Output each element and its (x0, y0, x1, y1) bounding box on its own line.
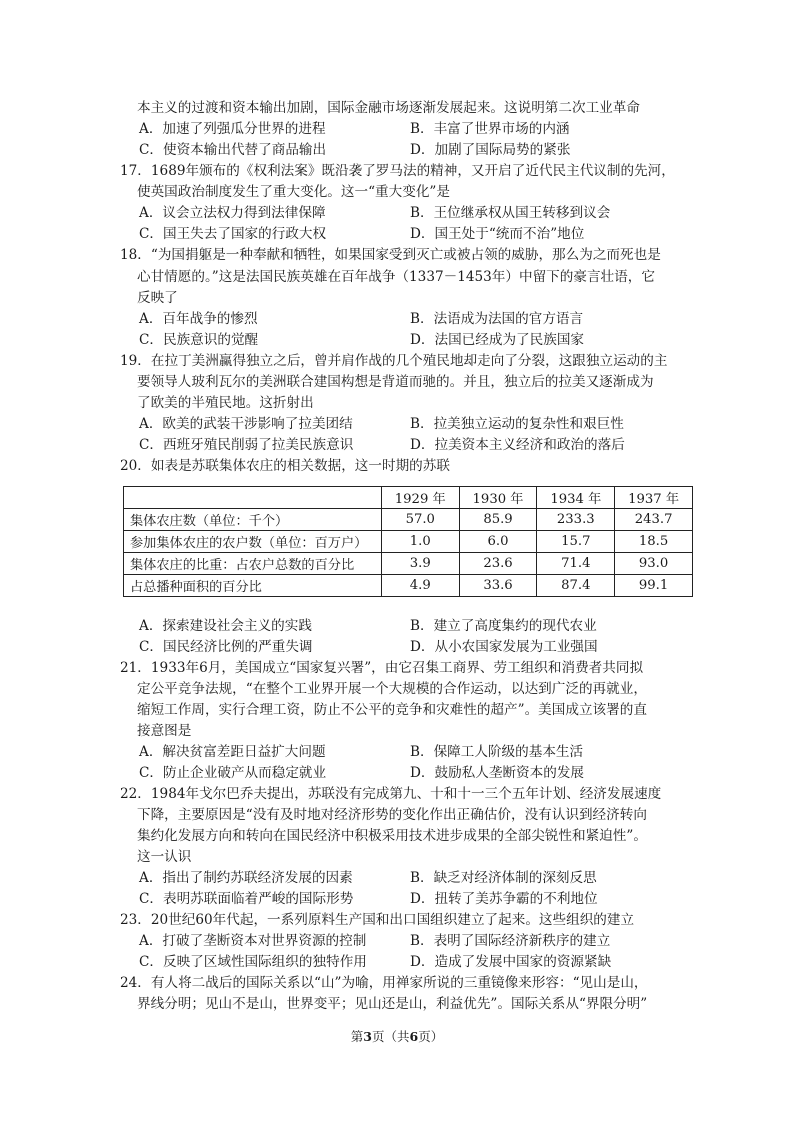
q20-stem-line: 20．如表是苏联集体农庄的相关数据，这一时期的苏联 (120, 458, 450, 474)
collective-farm-table (123, 486, 693, 597)
table-cell: 23.6 (459, 553, 537, 575)
table-header-cell: 1934 年 (537, 487, 615, 509)
q18-stem-line: 心甘情愿的。”这是法国民族英雄在百年战争（1337－1453年）中留下的豪言壮语，它 (137, 269, 655, 285)
table-header-cell: 1937 年 (615, 487, 693, 509)
q21-stem-line: 定公平竞争法规，“在整个工业界开展一个大规模的合作运动，以达到广泛的再就业， (137, 681, 647, 697)
q22-stem-line: 22．1984年戈尔巴乔夫提出，苏联没有完成第九、十和十一三个五年计划、经济发展速度 (120, 786, 662, 802)
table-row (124, 531, 693, 553)
table-cell: 71.4 (537, 553, 615, 575)
q18-stem-line: 反映了 (137, 290, 178, 306)
q17-stem-line: 17．1689年颁布的《权利法案》既沿袭了罗马法的精神，又开启了近代民主代议制的先河， (120, 163, 675, 179)
q18-option-a[interactable]: A．百年战争的惨烈 (139, 311, 258, 327)
table-row (124, 575, 693, 597)
table-cell: 93.0 (615, 553, 693, 575)
q16-option-d[interactable]: D．加剧了国际局势的紧张 (410, 142, 571, 158)
footer-total-pages: 6 (409, 1029, 419, 1044)
q21-option-a[interactable]: A．解决贫富差距日益扩大问题 (139, 744, 326, 760)
table-cell: 4.9 (381, 575, 459, 597)
q16-stem-line: 本主义的过渡和资本输出加剧，国际金融市场逐渐发展起来。这说明第二次工业革命 (137, 100, 640, 116)
page-footer (0, 1027, 794, 1045)
q19-stem-line: 了欧美的半殖民地。这折射出 (137, 395, 314, 411)
q22-option-a[interactable]: A．指出了制约苏联经济发展的因素 (139, 870, 353, 886)
q19-option-b[interactable]: B．拉美独立运动的复杂性和艰巨性 (410, 416, 624, 432)
q22-option-c[interactable]: C．表明苏联面临着严峻的国际形势 (139, 891, 354, 907)
table-cell: 87.4 (537, 575, 615, 597)
q16-option-b[interactable]: B．丰富了世界市场的内涵 (410, 121, 570, 137)
q20-option-a[interactable]: A．探索建设社会主义的实践 (139, 618, 312, 634)
table-row (124, 509, 693, 531)
table-row (124, 553, 693, 575)
table-header-cell (124, 487, 382, 509)
q22-stem-line: 下降，主要原因是“没有及时地对经济形势的变化作出正确估价，没有认识到经济转向 (137, 807, 647, 823)
table-row-label: 参加集体农庄的农户数（单位：百万户） (124, 531, 382, 553)
footer-middle: 页（共 (371, 1029, 410, 1044)
q17-option-b[interactable]: B．王位继承权从国王转移到议会 (410, 205, 611, 221)
q21-option-c[interactable]: C．防止企业破产从而稳定就业 (139, 765, 327, 781)
q22-stem-line: 这一认识 (137, 849, 192, 865)
q19-option-d[interactable]: D．拉美资本主义经济和政治的落后 (410, 437, 625, 453)
q23-option-c[interactable]: C．反映了区域性国际组织的独特作用 (139, 954, 367, 970)
q18-option-c[interactable]: C．民族意识的觉醒 (139, 332, 259, 348)
table-header-row (124, 487, 693, 509)
q23-option-b[interactable]: B．表明了国际经济新秩序的建立 (410, 933, 611, 949)
q24-stem-line: 界线分明；见山不是山，世界变平；见山还是山，利益优先”。国际关系从“界限分明” (137, 996, 648, 1012)
table-cell: 57.0 (381, 509, 459, 531)
q23-stem-line: 23．20世纪60年代起，一系列原料生产国和出口国组织建立了起来。这些组织的建立 (120, 912, 635, 928)
q21-stem-line: 缩短工作周，实行合理工资，防止不公平的竞争和灾难性的超产”。美国成立该署的直 (137, 702, 647, 718)
q16-option-a[interactable]: A．加速了列强瓜分世界的进程 (139, 121, 326, 137)
table-cell: 18.5 (615, 531, 693, 553)
table-row-label: 集体农庄的比重：占农户总数的百分比 (124, 553, 382, 575)
q20-option-b[interactable]: B．建立了高度集约的现代农业 (410, 618, 597, 634)
table-cell: 33.6 (459, 575, 537, 597)
q17-option-d[interactable]: D．国王处于“统而不治”地位 (410, 226, 585, 242)
q17-option-a[interactable]: A．议会立法权力得到法律保障 (139, 205, 326, 221)
table-cell: 243.7 (615, 509, 693, 531)
q22-option-d[interactable]: D．扭转了美苏争霸的不利地位 (410, 891, 598, 907)
q21-option-b[interactable]: B．保障工人阶级的基本生活 (410, 744, 584, 760)
q23-option-d[interactable]: D．造成了发展中国家的资源紧缺 (410, 954, 612, 970)
q18-stem-line: 18．“为国捐躯是一种奉献和牺牲，如果国家受到灭亡或被占领的威胁，那么为之而死也是 (120, 247, 661, 263)
table-row-label: 集体农庄数（单位：千个） (124, 509, 382, 531)
footer-suffix: 页） (418, 1029, 444, 1044)
table-header-cell: 1929 年 (381, 487, 459, 509)
q17-option-c[interactable]: C．国王失去了国家的行政大权 (139, 226, 327, 242)
table-cell: 15.7 (537, 531, 615, 553)
table-cell: 99.1 (615, 575, 693, 597)
q21-stem-line: 21．1933年6月，美国成立“国家复兴署”，由它召集工商界、劳工组织和消费者共同拟 (120, 660, 644, 676)
footer-prefix: 第 (350, 1029, 364, 1044)
q21-stem-line: 接意图是 (137, 723, 192, 739)
q22-option-b[interactable]: B．缺乏对经济体制的深刻反思 (410, 870, 597, 886)
q20-option-d[interactable]: D．从小农国家发展为工业强国 (410, 639, 598, 655)
q19-option-a[interactable]: A．欧美的武装干涉影响了拉美团结 (139, 416, 353, 432)
footer-page-number: 3 (363, 1029, 372, 1044)
q23-option-a[interactable]: A．打破了垄断资本对世界资源的控制 (139, 933, 367, 949)
q22-stem-line: 集约化发展方向和转向在国民经济中积极采用技术进步成果的全部尖锐性和紧迫性”。 (137, 828, 647, 844)
table-cell: 85.9 (459, 509, 537, 531)
q18-option-b[interactable]: B．法语成为法国的官方语言 (410, 311, 584, 327)
table-header-cell: 1930 年 (459, 487, 537, 509)
q20-option-c[interactable]: C．国民经济比例的严重失调 (139, 639, 313, 655)
q21-option-d[interactable]: D．鼓励私人垄断资本的发展 (410, 765, 585, 781)
table-cell: 6.0 (459, 531, 537, 553)
table-cell: 1.0 (381, 531, 459, 553)
table-cell: 3.9 (381, 553, 459, 575)
q18-option-d[interactable]: D．法国已经成为了民族国家 (410, 332, 585, 348)
table-row-label: 占总播种面积的百分比 (124, 575, 382, 597)
q24-stem-line: 24．有人将二战后的国际关系以“山”为喻，用禅家所说的三重镜像来形容：“见山是山， (120, 975, 648, 991)
q19-option-c[interactable]: C．西班牙殖民削弱了拉美民族意识 (139, 437, 354, 453)
q19-stem-line: 要领导人玻利瓦尔的美洲联合建国构想是背道而驰的。并且，独立后的拉美又逐渐成为 (137, 374, 654, 390)
table-cell: 233.3 (537, 509, 615, 531)
q17-stem-line: 使英国政治制度发生了重大变化。这一“重大变化”是 (137, 184, 450, 200)
q19-stem-line: 19．在拉丁美洲赢得独立之后，曾并肩作战的几个殖民地却走向了分裂，这跟独立运动的主 (120, 353, 668, 369)
q16-option-c[interactable]: C．使资本输出代替了商品输出 (139, 142, 327, 158)
